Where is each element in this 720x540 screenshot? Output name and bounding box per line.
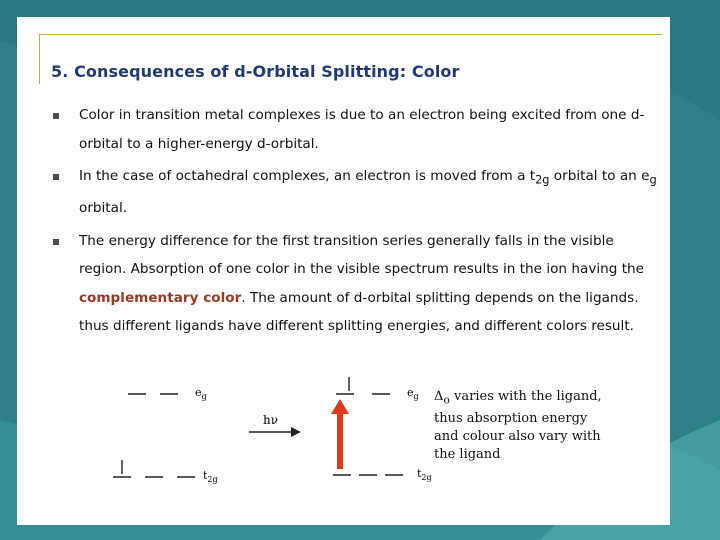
bullet-text-after: orbital.: [79, 200, 128, 217]
excitation-arrow-icon: [337, 412, 343, 469]
excitation-arrow-head-icon: [331, 399, 349, 414]
bullet-text: Color in transition metal complexes is due to an electron being excited from one d-orbital to a higher-energy d-orbital.: [79, 107, 645, 152]
bullet-item: [51, 227, 663, 341]
bullet-text-before: The energy difference for the first transition series generally falls in the visible region. Absorption of one color in the visible spectrum results in the ion having the: [79, 232, 645, 278]
left-eg-label: $e_g$: [195, 386, 207, 401]
delta-symbol: Δ: [434, 389, 444, 404]
delta-subscript: o: [443, 393, 450, 407]
arrow-head-icon: [291, 427, 301, 437]
bullet-subscript: g: [649, 172, 657, 187]
square-bullet-icon: [53, 239, 59, 245]
bullet-text-after: . The amount of d-orbital splitting depends on the ligands. thus different ligands have different splitting energies, and different colors result.: [79, 289, 639, 335]
orbital-splitting-diagram: [95, 350, 615, 490]
slide-title: 5. Consequences of d-Orbital Splitting: Color: [51, 62, 460, 81]
ligand-note: [434, 388, 614, 464]
note-line: and colour also vary with: [434, 428, 601, 444]
title-top-rule: [39, 34, 662, 35]
bullet-text-before: In the case of octahedral complexes, an electron is moved from a t: [79, 168, 536, 184]
right-eg-label: $e_g$: [407, 386, 419, 401]
photon-label: hν: [263, 413, 279, 427]
bullet-list: [51, 101, 663, 345]
note-line: thus absorption energy: [434, 410, 588, 426]
bullet-item: [51, 162, 663, 223]
right-t2g-label: $t_{2g}$: [417, 467, 432, 482]
highlight-term: complementary color: [79, 289, 242, 306]
bullet-text-mid: orbital to an e: [549, 168, 650, 184]
square-bullet-icon: [53, 174, 59, 180]
bullet-item: [51, 101, 663, 158]
bullet-subscript: 2g: [535, 172, 550, 187]
note-line: $\Delta_o$ varies with the ligand,: [434, 389, 602, 407]
note-line: the ligand: [434, 446, 501, 462]
left-t2g-label: $t_{2g}$: [203, 469, 218, 484]
title-left-rule: [39, 34, 40, 84]
square-bullet-icon: [53, 113, 59, 119]
energy-level-diagram: [95, 350, 435, 490]
